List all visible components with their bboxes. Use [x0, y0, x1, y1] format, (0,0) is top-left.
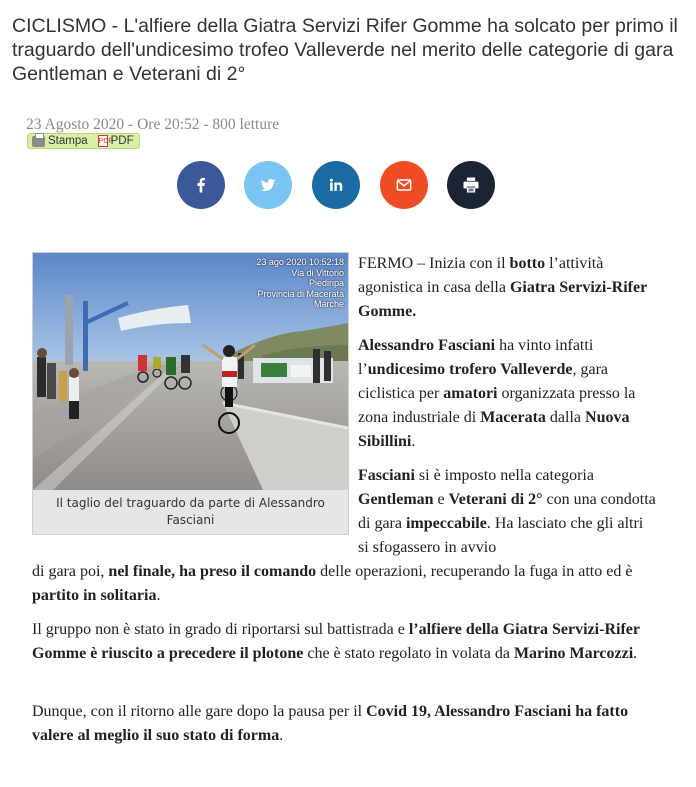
paragraph-3: Fasciani si è imposto nella categoria Gentleman e Veterani di 2° con una condotta di gara impeccabile. Ha lasciato che gli altri si sfogassero in avvio — [358, 467, 656, 556]
print-icon — [461, 175, 481, 195]
article-meta: 23 Agosto 2020 - Ore 20:52 - 800 letture — [26, 116, 280, 133]
linkedin-icon — [326, 175, 346, 195]
twitter-icon — [258, 175, 278, 195]
pdf-link[interactable]: PDF — [110, 135, 134, 147]
print-pdf-bar — [27, 133, 140, 149]
printer-icon[interactable] — [32, 136, 45, 147]
paragraph-1: FERMO – Inizia con il botto l’attività agonistica in casa della Giatra Servizi-Rifer Gomme. — [358, 255, 647, 320]
linkedin-share-button[interactable] — [312, 161, 360, 209]
email-icon — [394, 175, 414, 195]
paragraph-5: Dunque, con il ritorno alle gare dopo la pausa per il Covid 19, Alessandro Fasciani ha fatto valere al meglio il suo stato di forma. — [32, 703, 629, 744]
photo-timestamp: 23 ago 2020 10:52:18 Via di Vittorio Piediripa Provincia di Macerata Marche — [256, 257, 344, 309]
paragraph-4: Il gruppo non è stato in grado di riportarsi sul battistrada e l’alfiere della Giatra Servizi-Rifer Gomme è riuscito a precedere il plotone che è stato regolato in volata da Marino Marcozzi. — [32, 621, 640, 662]
email-share-button[interactable] — [380, 161, 428, 209]
twitter-share-button[interactable] — [244, 161, 292, 209]
paragraph-2: Alessandro Fasciani ha vinto infatti l’undicesimo trofero Valleverde, gara ciclistica per amatori organizzata presso la zona industriale di Macerata dalla Nuova Sibillini. — [358, 337, 636, 450]
facebook-share-button[interactable] — [177, 161, 225, 209]
paragraph-3-continued: di gara poi, nel finale, ha preso il comando delle operazioni, recuperando la fuga in atto ed è partito in solitaria. — [32, 563, 633, 604]
pdf-icon[interactable]: PDF — [98, 135, 108, 147]
article-figure — [32, 252, 349, 535]
print-share-button[interactable] — [447, 161, 495, 209]
article-title: CICLISMO - L'alfiere della Giatra Servizi Rifer Gomme ha solcato per primo il traguardo dell'undicesimo trofeo Valleverde nel merito delle categorie di gara Gentleman e Veterani di 2° — [12, 15, 678, 85]
print-link[interactable]: Stampa — [48, 135, 88, 147]
figure-caption: Il taglio del traguardo da parte di Alessandro Fasciani — [56, 496, 325, 527]
facebook-icon — [191, 175, 211, 195]
race-photo[interactable] — [33, 253, 348, 490]
